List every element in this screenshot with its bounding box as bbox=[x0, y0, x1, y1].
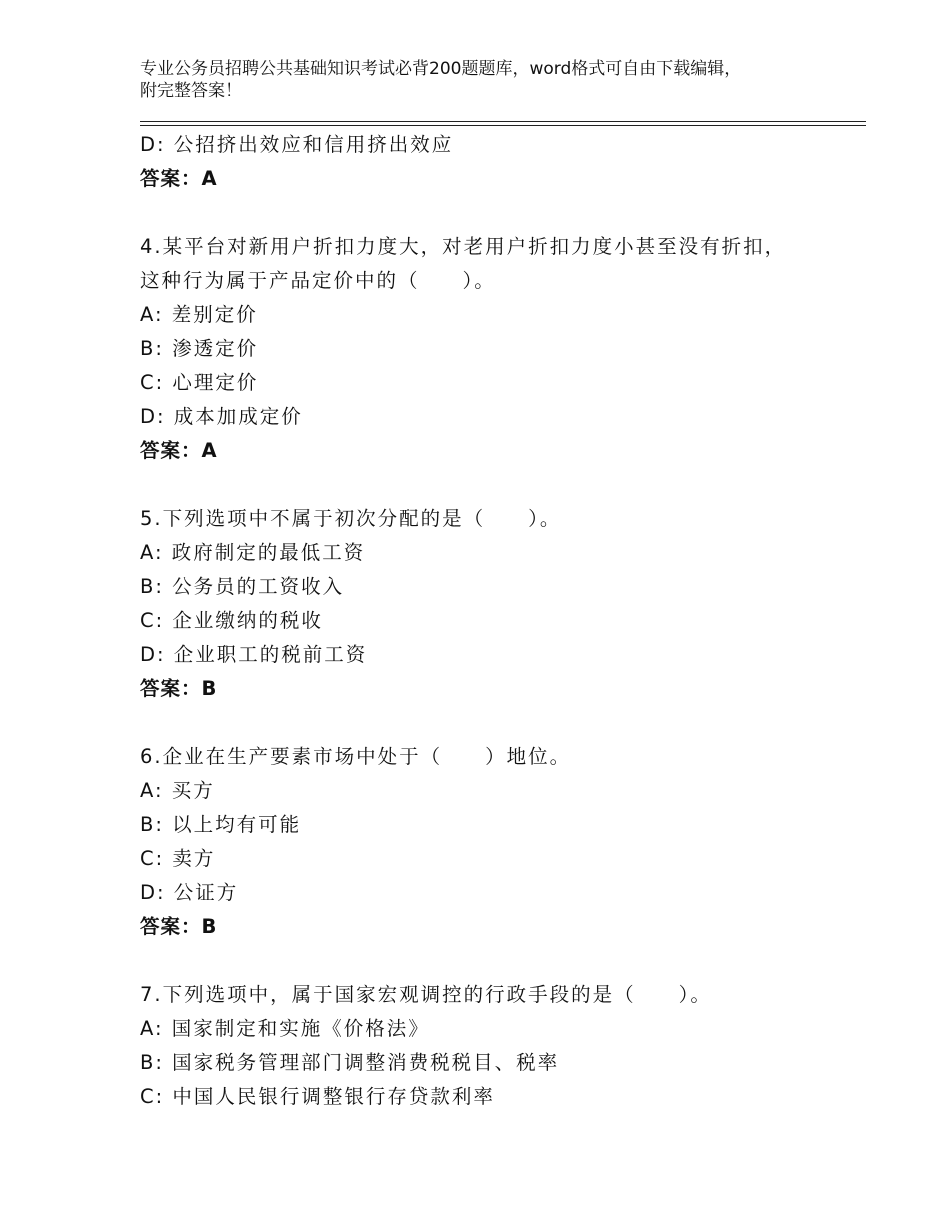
q6-option-d: D: 公证方 bbox=[140, 881, 239, 904]
q4-stem-line-1: 4.某平台对新用户折扣力度大，对老用户折扣力度小甚至没有折扣， bbox=[140, 235, 787, 258]
q5-option-c: C: 企业缴纳的税收 bbox=[140, 609, 323, 632]
document-header bbox=[140, 58, 820, 102]
header-rule-bottom bbox=[140, 125, 866, 126]
q5-option-a: A: 政府制定的最低工资 bbox=[140, 541, 366, 564]
q6-stem-line-1: 6.企业在生产要素市场中处于（ ）地位。 bbox=[140, 745, 572, 768]
header-line-2: 附完整答案！ bbox=[140, 81, 242, 101]
q5-answer: 答案：B bbox=[140, 677, 218, 700]
spacer bbox=[140, 944, 840, 978]
q5-option-b: B: 公务员的工资收入 bbox=[140, 575, 345, 598]
q7-option-a: A: 国家制定和实施《价格法》 bbox=[140, 1017, 430, 1040]
spacer bbox=[140, 706, 840, 740]
q7-option-c: C: 中国人民银行调整银行存贷款利率 bbox=[140, 1085, 495, 1108]
q4-option-c: C: 心理定价 bbox=[140, 371, 259, 394]
q6-option-b: B: 以上均有可能 bbox=[140, 813, 302, 836]
header-line-1: 专业公务员招聘公共基础知识考试必背200题题库，word格式可自由下载编辑， bbox=[140, 59, 742, 79]
q4-option-a: A: 差别定价 bbox=[140, 303, 258, 326]
q6-option-a: A: 买方 bbox=[140, 779, 215, 802]
q6-answer: 答案：B bbox=[140, 915, 218, 938]
prev-answer: 答案：A bbox=[140, 167, 218, 190]
spacer bbox=[140, 196, 840, 230]
q4-option-b: B: 渗透定价 bbox=[140, 337, 259, 360]
q4-option-d: D: 成本加成定价 bbox=[140, 405, 303, 428]
q4-answer: 答案：A bbox=[140, 439, 218, 462]
question-list bbox=[140, 128, 840, 1114]
prev-option-d: D: 公招挤出效应和信用挤出效应 bbox=[140, 133, 454, 156]
q4-stem-line-2: 这种行为属于产品定价中的（ ）。 bbox=[140, 269, 496, 292]
q6-option-c: C: 卖方 bbox=[140, 847, 216, 870]
q7-option-b: B: 国家税务管理部门调整消费税税目、税率 bbox=[140, 1051, 560, 1074]
header-rule-top bbox=[140, 121, 866, 122]
spacer bbox=[140, 468, 840, 502]
q7-stem-line-1: 7.下列选项中，属于国家宏观调控的行政手段的是（ ）。 bbox=[140, 983, 712, 1006]
q5-option-d: D: 企业职工的税前工资 bbox=[140, 643, 368, 666]
q5-stem-line-1: 5.下列选项中不属于初次分配的是（ ）。 bbox=[140, 507, 562, 530]
